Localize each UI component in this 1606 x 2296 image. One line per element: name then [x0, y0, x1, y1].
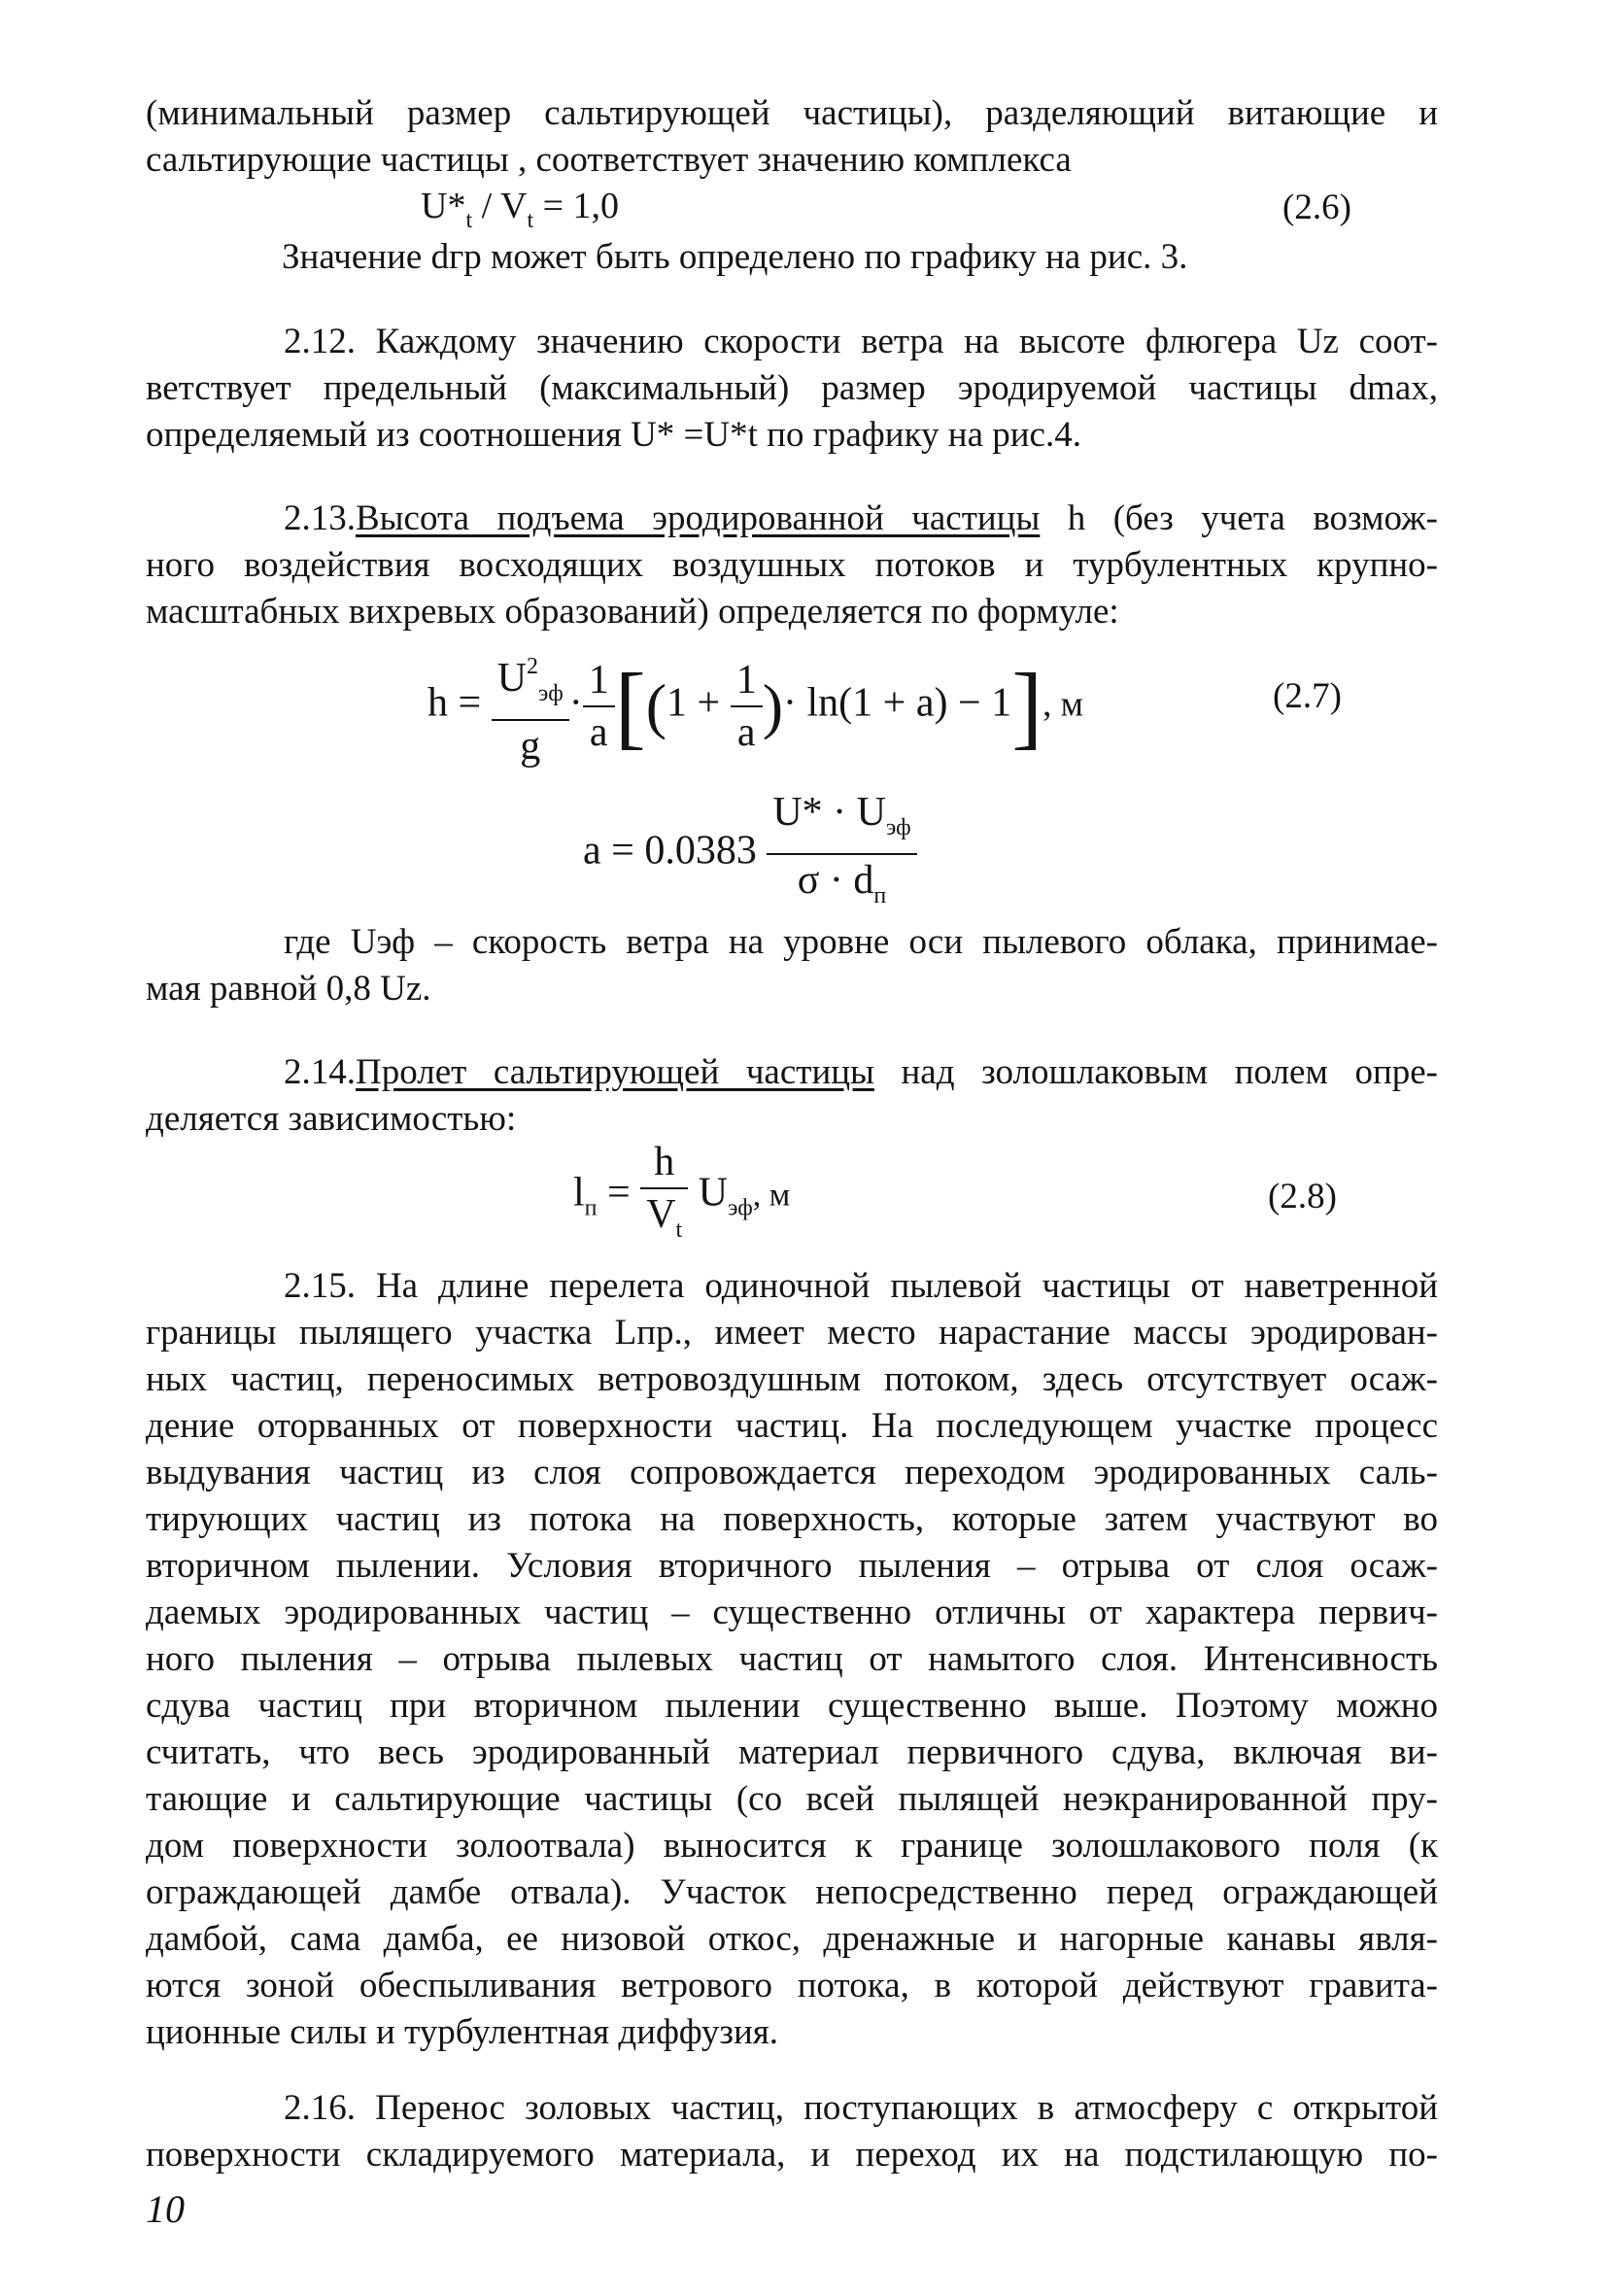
equation-2-8: $l_п$ = $\frac{h}{V_t}$ $U_{эф}$, м: [573, 1137, 790, 1255]
paragraph-heading-line: [284, 497, 1438, 540]
text-line: ного пыления – отрыва пылевых частиц от намытого слоя. Интенсивность: [146, 1639, 1438, 1679]
text-line: ограждающей дамбе отвала). Участок непосредственно перед ограждающей: [146, 1872, 1438, 1912]
text-line: 2.15. На длине перелета одиночной пылевой частицы от наветренной: [284, 1266, 1438, 1306]
text-line: ются зоной обеспыливания ветрового потока, в которой действуют гравита-: [146, 1966, 1438, 2005]
text-line: определяемый из соотношения U* =U*t по графику на рис.4.: [146, 415, 1081, 455]
equation-number: (2.8): [1268, 1177, 1337, 1217]
equation-2-6: $U*_t / V_t = 1,0$: [421, 186, 620, 233]
text-line: сальтирующие частицы , соответствует значению комплекса: [146, 140, 1072, 180]
text-line: где Uэф – скорость ветра на уровне оси пылевого облака, принимае-: [284, 922, 1438, 962]
section-number: 2.14.: [284, 1052, 356, 1092]
text-line: 2.12. Каждому значению скорости ветра на высоте флюгера Uz соот-: [284, 322, 1438, 361]
section-title: Высота подъема эродированной частицы: [356, 498, 1041, 538]
paragraph-heading-line: [284, 1051, 1438, 1094]
coefficient: a = 0.0383: [583, 828, 757, 874]
text-span: над золошлаковым полем опре-: [873, 1052, 1438, 1092]
text-line: считать, что весь эродированный материал первичного сдува, включая ви-: [146, 1732, 1438, 1772]
section-title: Пролет сальтирующей частицы: [356, 1052, 874, 1092]
text-line: границы пылящего участка Lпр., имеет место нарастание массы эродирован-: [146, 1313, 1438, 1353]
text-line: ветствует предельный (максимальный) размер эродируемой частицы dmax,: [146, 368, 1438, 408]
text-line: Значение dгр может быть определено по графику на рис. 3.: [282, 237, 1188, 277]
text-line: ных частиц, переносимых ветровоздушным потоком, здесь отсутствует осаж-: [146, 1359, 1438, 1399]
text-line: выдувания частиц из слоя сопровождается переходом эродированных саль-: [146, 1453, 1438, 1492]
unit: , м: [752, 1177, 791, 1214]
text-line: деляется зависимостью:: [146, 1099, 517, 1139]
page-number: 10: [146, 2187, 185, 2231]
section-number: 2.13.: [284, 498, 356, 538]
equation-number: (2.6): [1282, 188, 1351, 227]
text-line: дение оторванных от поверхности частиц. На последующем участке процесс: [146, 1406, 1438, 1446]
text-line: вторичном пылении. Условия вторичного пыления – отрыва от слоя осаж-: [146, 1546, 1438, 1586]
equation-2-7: h = $\frac{U^2_{эф}}{g}$ · $\frac{1}{a}$ [(1 + $\frac{1}{a}$ )· ln(1 + a) − 1], м: [427, 641, 1083, 771]
text-line: поверхности складируемого материала, и переход их на подстилающую по-: [146, 2135, 1438, 2175]
text-line: масштабных вихревых образований) определяется по формуле:: [146, 592, 1119, 632]
equation-a: a = 0.0383 $\frac{U* \cdot U_{эф}}{\sigma \cdot d_п}$: [583, 787, 917, 921]
text-line: даемых эродированных частиц – существенно отличны от характера первич-: [146, 1593, 1438, 1632]
unit: , м: [1042, 684, 1084, 725]
text-line: ного воздействия восходящих воздушных потоков и турбулентных крупно-: [146, 545, 1438, 585]
text-line: 2.16. Перенос золовых частиц, поступающих в атмосферу с открытой: [284, 2088, 1438, 2128]
text-line: сдува частиц при вторичном пылении существенно выше. Поэтому можно: [146, 1686, 1438, 1726]
text-line: тающие и сальтирующие частицы (со всей пылящей неэкранированной пру-: [146, 1779, 1438, 1819]
text-line: (минимальный размер сальтирующей частицы), разделяющий витающие и: [146, 93, 1438, 133]
equation-number: (2.7): [1273, 676, 1342, 716]
text-line: дом поверхности золоотвала) выносится к границе золошлакового поля (к: [146, 1826, 1438, 1866]
text-line: мая равной 0,8 Uz.: [146, 969, 431, 1009]
text-line: дамбой, сама дамба, ее низовой откос, дренажные и нагорные канавы явля-: [146, 1919, 1438, 1959]
text-line: ционные силы и турбулентная диффузия.: [146, 2012, 779, 2052]
text-line: тирующих частиц из потока на поверхность, которые затем участвуют во: [146, 1499, 1438, 1539]
text-span: h (без учета возмож-: [1040, 498, 1439, 538]
